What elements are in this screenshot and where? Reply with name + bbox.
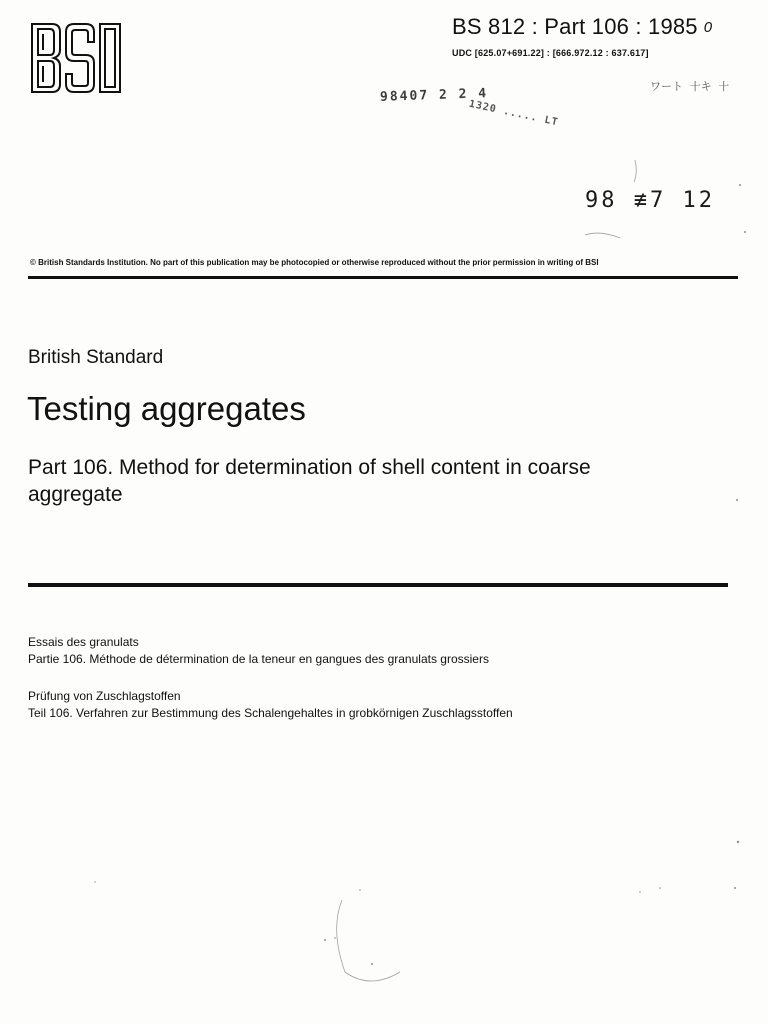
handwritten-note: ワート 十キ 十 [650,80,730,93]
standard-number-suffix: 0 [703,19,713,36]
udc-classification: UDC [625.07+691.22] : [666.972.12 : 637.617] [452,48,649,58]
date-stamp: 1320 ..... LT [467,98,560,129]
french-part: Partie 106. Méthode de détermination de la teneur en gangues des granulats grossiers [28,652,489,666]
received-stamp: 98407 2 2 4 [379,86,489,105]
catalog-number-stamp: 98 ≢7 12 [585,188,715,213]
standard-number-text: BS 812 : Part 106 : 1985 [452,14,698,39]
german-title: Prüfung von Zuschlagstoffen [28,689,181,703]
document-title: Testing aggregates [27,390,306,427]
copyright-notice: © British Standards Institution. No part of this publication may be photocopied or otherwise reproduced without the prior permission in writing of BSI [30,258,599,267]
document-subtitle: Part 106. Method for determination of shell content in coarse aggregate [28,456,591,506]
french-title: Essais des granulats [28,635,139,649]
document-type-label: British Standard [28,347,164,368]
german-part: Teil 106. Verfahren zur Bestimmung des Schalengehaltes in grobkörnigen Zuschlagsstoffen [28,706,513,720]
